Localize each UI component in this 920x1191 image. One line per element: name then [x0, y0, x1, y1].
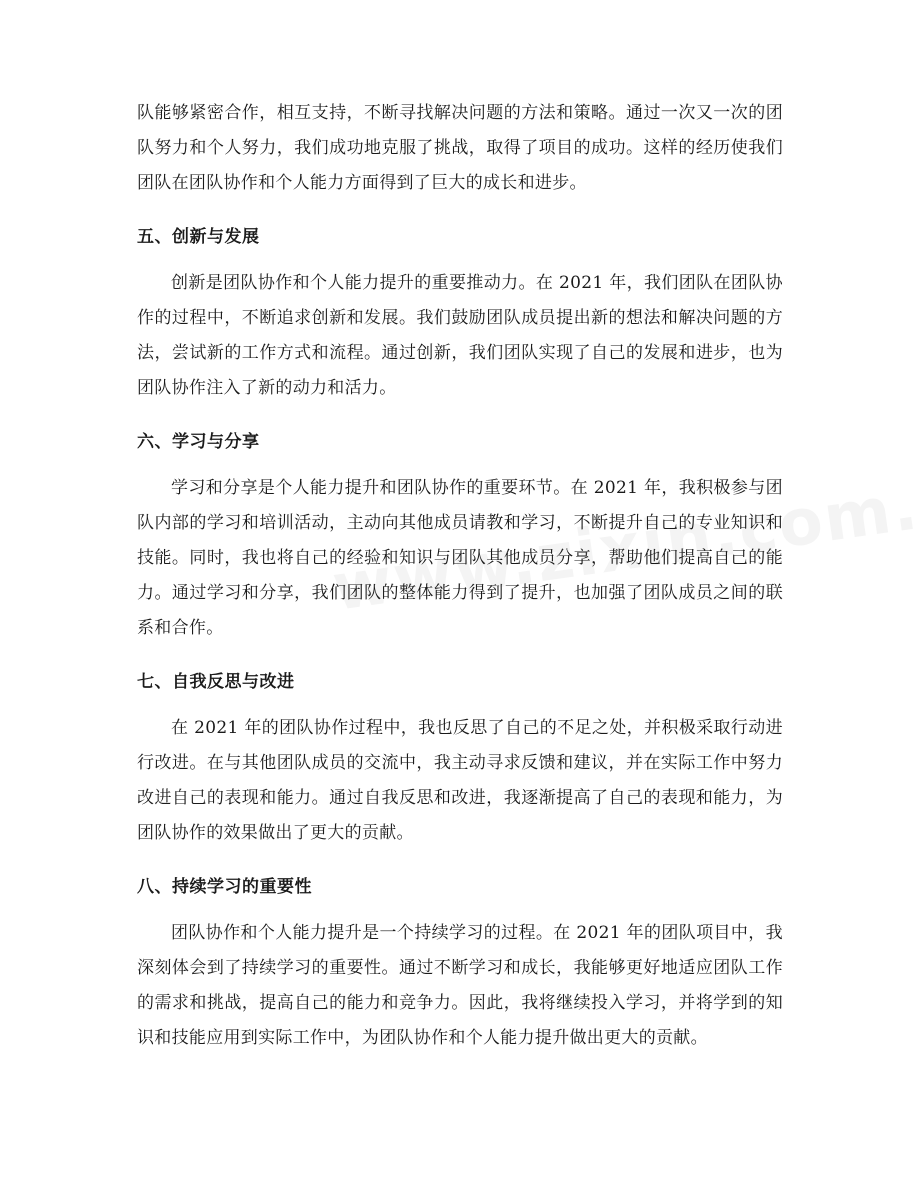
section-heading-8: 八、持续学习的重要性 [137, 877, 312, 897]
section-body-6: 学习和分享是个人能力提升和团队协作的重要环节。在 2021 年，我积极参与团队内部的学习和培训活动，主动向其他成员请教和学习，不断提升自己的专业知识和技能。同时，我也将自己的经验和知识与团队其他成员分享，帮助他们提高自己的能力。通过学习和分享，我们团队的整体能力得到了提升，也加强了团队成员之间的联系和合作。 [137, 478, 783, 638]
section-body-5: 创新是团队协作和个人能力提升的重要推动力。在 2021 年，我们团队在团队协作的过程中，不断追求创新和发展。我们鼓励团队成员提出新的想法和解决问题的方法，尝试新的工作方式和流程。通过创新，我们团队实现了自己的发展和进步，也为团队协作注入了新的动力和活力。 [137, 273, 783, 398]
section-body-8: 团队协作和个人能力提升是一个持续学习的过程。在 2021 年的团队项目中，我深刻体会到了持续学习的重要性。通过不断学习和成长，我能够更好地适应团队工作的需求和挑战，提高自己的能力和竞争力。因此，我将继续投入学习，并将学到的知识和技能应用到实际工作中，为团队协作和个人能力提升做出更大的贡献。 [137, 923, 783, 1048]
section-body-7: 在 2021 年的团队协作过程中，我也反思了自己的不足之处，并积极采取行动进行改进。在与其他团队成员的交流中，我主动寻求反馈和建议，并在实际工作中努力改进自己的表现和能力。通过自我反思和改进，我逐渐提高了自己的表现和能力，为团队协作的效果做出了更大的贡献。 [137, 718, 783, 843]
document-page [137, 96, 783, 1056]
section-heading-5: 五、创新与发展 [137, 227, 260, 247]
section-heading-7: 七、自我反思与改进 [137, 672, 295, 692]
intro-paragraph: 队能够紧密合作，相互支持，不断寻找解决问题的方法和策略。通过一次又一次的团队努力和个人努力，我们成功地克服了挑战，取得了项目的成功。这样的经历使我们团队在团队协作和个人能力方面得到了巨大的成长和进步。 [137, 103, 783, 193]
section-heading-6: 六、学习与分享 [137, 432, 260, 452]
